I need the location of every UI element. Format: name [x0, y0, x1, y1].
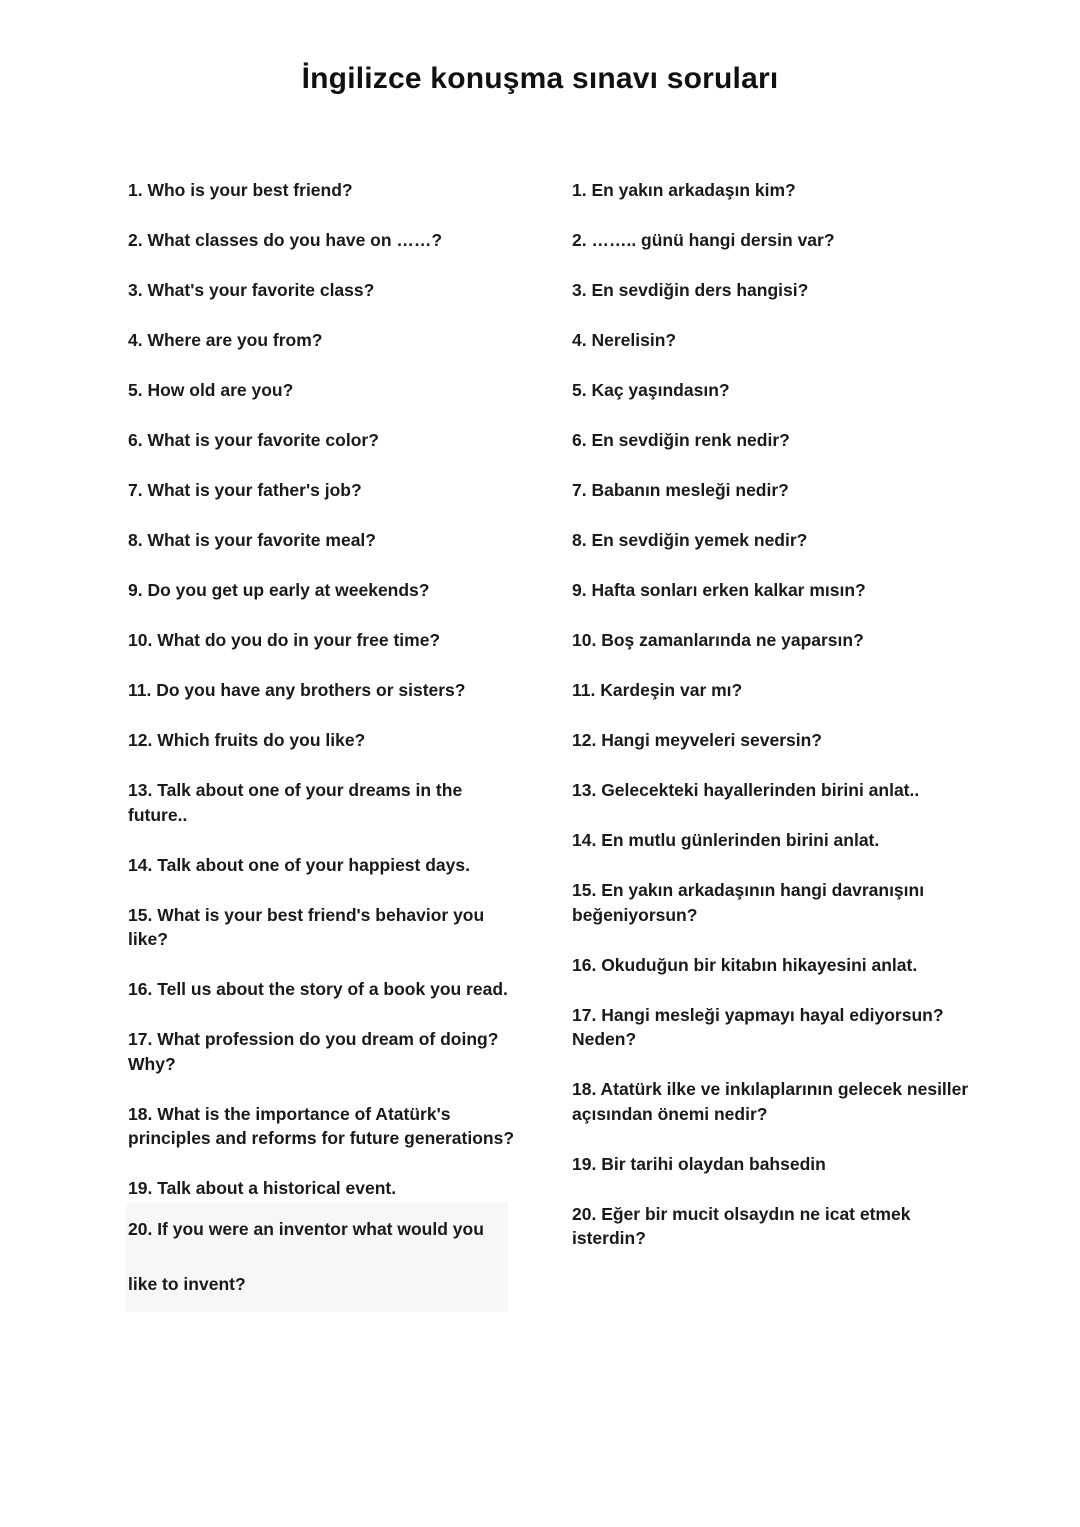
turkish-question-10: 10. Boş zamanlarında ne yaparsın?: [572, 630, 864, 650]
page-title: İngilizce konuşma sınavı soruları: [301, 62, 779, 95]
english-question-2: 2. What classes do you have on ……?: [128, 230, 443, 250]
turkish-question-14: 14. En mutlu günlerinden birini anlat.: [572, 830, 880, 850]
turkish-questions-column: [572, 178, 972, 1276]
english-question-7: 7. What is your father's job?: [128, 480, 362, 500]
turkish-question-4: 4. Nerelisin?: [572, 330, 677, 350]
english-question-6: 6. What is your favorite color?: [128, 430, 379, 450]
turkish-question-3: 3. En sevdiğin ders hangisi?: [572, 280, 809, 300]
english-question-19: 19. Talk about a historical event.: [128, 1178, 397, 1198]
turkish-question-12: 12. Hangi meyveleri seversin?: [572, 730, 822, 750]
english-question-9: 9. Do you get up early at weekends?: [128, 580, 430, 600]
turkish-question-9: 9. Hafta sonları erken kalkar mısın?: [572, 580, 866, 600]
turkish-question-18: 18. Atatürk ilke ve inkılaplarının gelecek nesiller açısından önemi nedir?: [572, 1079, 969, 1124]
turkish-question-20: 20. Eğer bir mucit olsaydın ne icat etmek isterdin?: [572, 1203, 911, 1248]
english-question-18: 18. What is the importance of Atatürk's principles and reforms for future generations?: [128, 1103, 515, 1148]
english-question-12: 12. Which fruits do you like?: [128, 730, 366, 750]
english-question-17: 17. What profession do you dream of doing? Why?: [128, 1029, 499, 1074]
english-question-8: 8. What is your favorite meal?: [128, 530, 376, 550]
english-question-4: 4. Where are you from?: [128, 330, 323, 350]
turkish-question-16: 16. Okuduğun bir kitabın hikayesini anlat.: [572, 954, 918, 975]
turkish-question-17: 17. Hangi mesleği yapmayı hayal ediyorsun? Neden?: [572, 1004, 944, 1049]
turkish-question-11: 11. Kardeşin var mı?: [572, 680, 743, 700]
turkish-question-15: 15. En yakın arkadaşının hangi davranışını beğeniyorsun?: [572, 880, 925, 925]
english-question-10: 10. What do you do in your free time?: [128, 630, 441, 650]
english-question-16: 16. Tell us about the story of a book you read.: [128, 979, 508, 999]
english-question-5: 5. How old are you?: [128, 380, 294, 400]
english-question-14: 14. Talk about one of your happiest days.: [128, 854, 470, 875]
turkish-question-19: 19. Bir tarihi olaydan bahsedin: [572, 1153, 826, 1174]
english-question-11: 11. Do you have any brothers or sisters?: [128, 680, 466, 700]
turkish-question-13: 13. Gelecekteki hayallerinden birini anlat..: [572, 780, 920, 800]
english-question-20: 20. If you were an inventor what would you like to invent?: [126, 1202, 508, 1312]
turkish-question-5: 5. Kaç yaşındasın?: [572, 380, 730, 400]
turkish-question-7: 7. Babanın mesleği nedir?: [572, 480, 789, 500]
turkish-question-6: 6. En sevdiğin renk nedir?: [572, 430, 790, 450]
turkish-question-2: 2. …….. günü hangi dersin var?: [572, 230, 835, 250]
english-question-3: 3. What's your favorite class?: [128, 280, 375, 300]
english-question-15: 15. What is your best friend's behavior you like?: [128, 904, 485, 949]
turkish-question-8: 8. En sevdiğin yemek nedir?: [572, 530, 808, 550]
english-question-1: 1. Who is your best friend?: [128, 180, 353, 200]
english-questions-column: [128, 178, 518, 1338]
turkish-question-1: 1. En yakın arkadaşın kim?: [572, 180, 796, 200]
english-question-13: 13. Talk about one of your dreams in the future..: [128, 780, 463, 825]
